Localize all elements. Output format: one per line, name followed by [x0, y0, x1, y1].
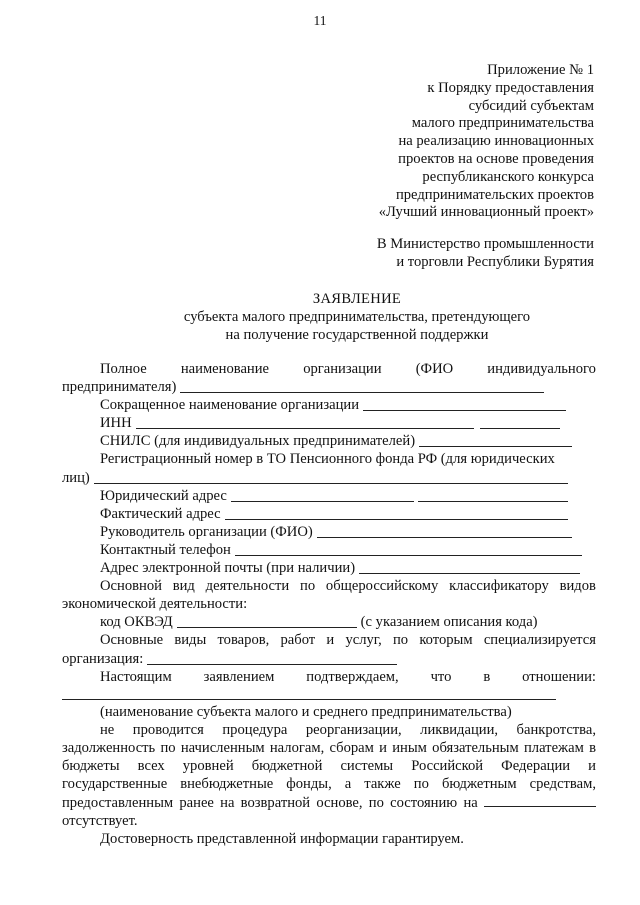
word: виды: [174, 632, 207, 649]
snils-row: [62, 432, 596, 450]
okved-label: код ОКВЭД: [100, 614, 173, 631]
word: классификатору: [449, 578, 549, 595]
subject-note: (наименование субъекта малого и среднего предпринимательства): [100, 703, 512, 720]
appendix-line: предпринимательских проектов: [395, 186, 594, 203]
snils-field[interactable]: [419, 433, 572, 447]
activity-cont-row: [62, 595, 596, 613]
page-number: 11: [313, 13, 327, 28]
document-title: [60, 291, 640, 344]
guarantee-row: [62, 830, 596, 848]
declaration-paragraph: [62, 721, 596, 831]
appendix-line: к Порядку предоставления: [427, 79, 594, 96]
activity-label: [62, 577, 596, 595]
actual-address-row: [62, 505, 596, 523]
word: что: [430, 668, 452, 685]
title-line: субъекта малого предпринимательства, претендующего: [183, 308, 531, 325]
short-name-label: Сокращенное наименование организации: [100, 397, 360, 414]
appendix-line: проектов на основе проведения: [398, 150, 594, 167]
word: вид: [172, 578, 195, 595]
director-label: Руководитель организации (ФИО): [100, 523, 313, 540]
legal-address-row: [62, 487, 596, 505]
goods-label: [62, 631, 596, 649]
word: организации: [303, 361, 382, 377]
reg-number-label-cont: лиц): [62, 469, 90, 486]
director-row: [62, 523, 596, 541]
goods-field[interactable]: [147, 651, 397, 665]
addressee-line: и торговли Республики Бурятия: [396, 253, 594, 270]
okved-field[interactable]: [177, 614, 357, 628]
word: услуг,: [345, 632, 382, 649]
title-line: на получение государственной поддержки: [225, 326, 489, 343]
appendix-header: [379, 62, 594, 222]
goods-label-cont: организация:: [62, 650, 144, 667]
full-name-label-cont: предпринимателя): [62, 379, 177, 396]
goods-cont-row: [62, 650, 596, 668]
reg-number-field[interactable]: [94, 470, 568, 484]
appendix-line: Приложение № 1: [487, 62, 594, 78]
word: Настоящим: [100, 668, 172, 685]
phone-row: [62, 541, 596, 559]
word: наименование: [180, 361, 270, 377]
okved-note: (с указанием описания кода): [360, 614, 538, 631]
inn-row: [62, 414, 596, 432]
email-label: Адрес электронной почты (при наличии): [100, 560, 356, 577]
legal-address-field[interactable]: [231, 488, 414, 502]
full-name-field[interactable]: [180, 379, 544, 393]
addressee-line: В Министерство промышленности: [376, 236, 594, 252]
appendix-line: субсидий субъектам: [468, 97, 594, 114]
title-heading: ЗАЯВЛЕНИЕ: [312, 291, 402, 307]
activity-label-cont: экономической деятельности:: [62, 596, 248, 613]
word: которым: [419, 632, 473, 649]
word: деятельности: [205, 578, 290, 595]
application-form: [62, 360, 596, 848]
full-name-row: [62, 378, 596, 396]
appendix-line: малого предпринимательства: [411, 115, 594, 132]
legal-address-field-extra[interactable]: [418, 488, 568, 502]
word: (ФИО: [415, 361, 454, 377]
word: в: [483, 668, 491, 685]
word: Основной: [100, 578, 162, 595]
reg-number-label: Регистрационный номер в ТО Пенсионного фонда РФ (для юридических: [100, 451, 555, 468]
short-name-field[interactable]: [363, 397, 566, 411]
appendix-line: «Лучший инновационный проект»: [378, 204, 594, 221]
confirm-label: [62, 668, 596, 686]
reg-number-row: [62, 450, 596, 468]
word: товаров,: [217, 632, 270, 649]
word: заявлением: [203, 668, 275, 685]
word: работ: [280, 632, 316, 649]
appendix-line: республиканского конкурса: [422, 168, 594, 185]
reg-number-cont-row: [62, 469, 596, 487]
addressee-block: [377, 236, 594, 272]
inn-field[interactable]: [136, 415, 474, 429]
snils-label: СНИЛС (для индивидуальных предпринимателей): [100, 433, 416, 450]
declaration-date-field[interactable]: [484, 793, 596, 807]
word: отношении:: [522, 668, 596, 685]
word: по: [300, 578, 316, 595]
declaration-end: отсутствует.: [62, 813, 138, 830]
actual-address-label: Фактический адрес: [100, 505, 221, 522]
full-name-label: [62, 360, 596, 378]
word: индивидуального: [487, 361, 596, 377]
word: общероссийскому: [325, 578, 439, 595]
declaration-text: не проводится процедура реорганизации, ликвидации, банкротства, задолженность по начисленным налогам, сборам и иным обязательным платежам в бюджеты всех уровней бюджетной системы Российской Федерации и государственные внебюджетные фонды, а также по бюджетным средствам, предоставленным ранее на возвратной основе, по состоянию на: [62, 721, 596, 812]
word: специализируется: [483, 632, 596, 649]
email-row: [62, 559, 596, 577]
guarantee-text: Достоверность представленной информации гарантируем.: [100, 831, 464, 848]
director-field[interactable]: [317, 524, 572, 538]
short-name-row: [62, 396, 596, 414]
inn-field-extra[interactable]: [480, 415, 560, 429]
phone-field[interactable]: [235, 542, 582, 556]
word: Полное: [100, 361, 147, 377]
phone-label: Контактный телефон: [100, 541, 231, 558]
appendix-line: на реализацию инновационных: [398, 133, 594, 150]
okved-row: [62, 613, 596, 631]
word: и: [326, 632, 335, 649]
word: Основные: [100, 632, 164, 649]
email-field[interactable]: [359, 560, 580, 574]
actual-address-field[interactable]: [225, 506, 568, 520]
word: подтверждаем,: [306, 668, 399, 685]
word: по: [393, 632, 409, 649]
subject-name-field[interactable]: [62, 686, 556, 700]
inn-label: ИНН: [100, 415, 132, 432]
legal-address-label: Юридический адрес: [100, 487, 227, 504]
word: видов: [559, 578, 596, 595]
